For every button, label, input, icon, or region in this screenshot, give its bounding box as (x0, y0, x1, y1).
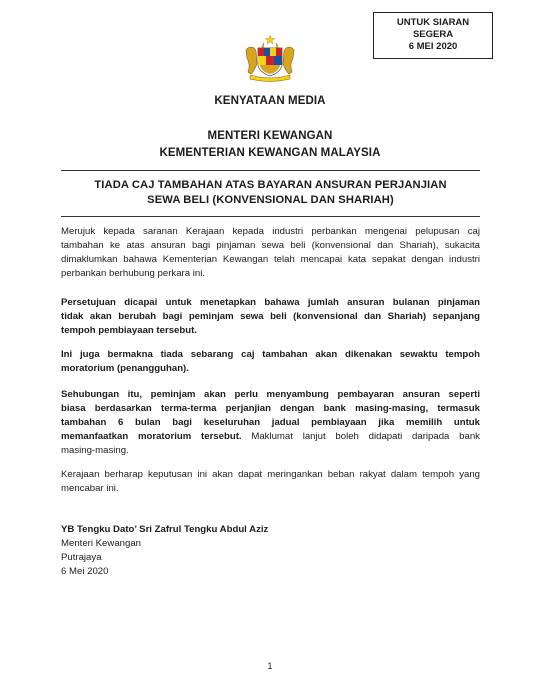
page-number: 1 (267, 661, 273, 671)
paragraph-line: tidak akan berubah bagi peminjam sewa beli (konvensional dan Shariah) sepanjang (61, 310, 480, 322)
paragraph-line: perbankan berhubung perkara ini. (61, 267, 206, 279)
paragraph-line: tempoh pembiayaan tersebut. (61, 324, 197, 336)
minister-heading: MENTERI KEWANGAN (207, 130, 333, 142)
paragraph-line: mencabar ini. (61, 482, 119, 494)
paragraph-normal-fragment: Maklumat lanjut boleh didapati daripada bank (241, 430, 480, 442)
release-box-line2: SEGERA (412, 29, 454, 40)
paragraph-line: dimaklumkan bahawa Kementerian Kewangan telah mencapai kata sepakat dengan industri (61, 253, 480, 265)
signature-block (61, 523, 268, 579)
paragraph-line: moratorium (penangguhan). (61, 362, 189, 374)
paragraph-line: biasa berdasarkan terma-terma perjanjian dengan bank masing-masing, termasuk (61, 402, 480, 414)
paragraph-line: masing-masing. (61, 444, 129, 456)
signatory-name: YB Tengku Dato’ Sri Zafrul Tengku Abdul Aziz (61, 524, 269, 535)
press-release-title (61, 178, 480, 208)
paragraph-line: Merujuk kepada saranan Kerajaan kepada industri perbankan mengenai pelupusan caj (61, 226, 480, 237)
release-box-date: 6 MEI 2020 (408, 41, 458, 52)
signature-place: Putrajaya (61, 551, 102, 563)
title-line-1: TIADA CAJ TAMBAHAN ATAS BAYARAN ANSURAN PERJANJIAN (94, 179, 447, 191)
paragraph-line: Kerajaan berharap keputusan ini akan dapat meringankan beban rakyat dalam tempoh yang (61, 469, 480, 480)
signatory-position: Menteri Kewangan (61, 537, 141, 549)
paragraph-line: Sehubungan itu, peminjam akan perlu menyambung pembayaran ansuran seperti (61, 389, 480, 400)
malaysia-coat-of-arms-icon (242, 34, 298, 82)
signature-date: 6 Mei 2020 (61, 565, 109, 577)
paragraph-4 (61, 388, 480, 458)
title-top-rule (61, 170, 480, 171)
paragraph-line: Persetujuan dicapai untuk menetapkan bahawa jumlah ansuran bulanan pinjaman (61, 297, 480, 308)
paragraph-line: tambahan 6 bulan bagi keseluruhan jadual pembiayaan jika memilih untuk (61, 416, 480, 428)
paragraph-5 (61, 468, 480, 496)
title-bottom-rule (61, 216, 480, 217)
title-line-2: SEWA BELI (KONVENSIONAL DAN SHARIAH) (147, 194, 394, 206)
paragraph-line (61, 430, 480, 444)
paragraph-3 (61, 348, 480, 376)
ministry-heading: KEMENTERIAN KEWANGAN MALAYSIA (159, 147, 381, 159)
paragraph-bold-fragment: memanfaatkan moratorium tersebut. (61, 430, 242, 442)
paragraph-line: tambahan ke atas ansuran bagi pinjaman sewa beli (konvensional dan Shariah), sukacita (61, 239, 480, 251)
paragraph-line: Ini juga bermakna tiada sebarang caj tambahan akan dikenakan sewaktu tempoh (61, 349, 480, 360)
release-box-line1: UNTUK SIARAN (396, 17, 470, 28)
release-box (373, 12, 493, 59)
media-statement-heading: KENYATAAN MEDIA (214, 95, 326, 107)
paragraph-1 (61, 225, 480, 281)
paragraph-2 (61, 296, 480, 338)
